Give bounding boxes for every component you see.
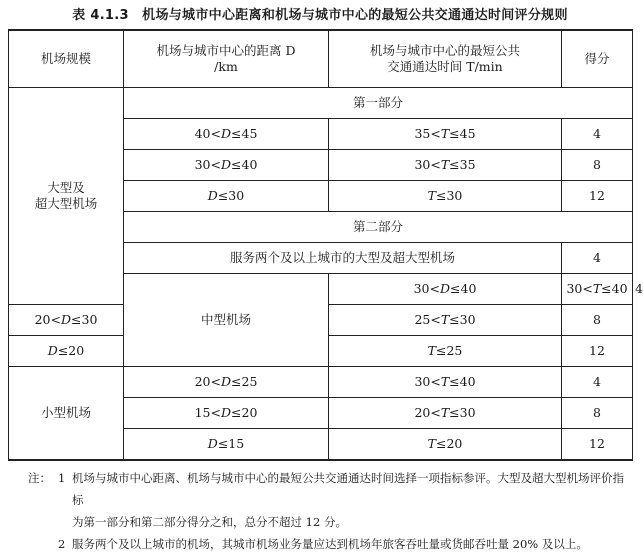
time-cell: T≤30 [329, 181, 562, 212]
distance-cell: 30<D≤40 [124, 150, 329, 181]
distance-cell: D≤15 [124, 429, 329, 461]
distance-cell: 40<D≤45 [124, 119, 329, 150]
header-row [9, 30, 633, 88]
time-cell: 30<T≤35 [329, 150, 562, 181]
time-cell: 30<T≤40 [562, 274, 633, 305]
note-2-number: 2 [58, 537, 66, 551]
header-scale: 机场规模 [9, 30, 124, 88]
header-time [329, 30, 562, 88]
distance-cell: D≤30 [124, 181, 329, 212]
time-cell: 35<T≤45 [329, 119, 562, 150]
scale-large [9, 88, 124, 305]
time-cell: 30<T≤40 [329, 367, 562, 398]
score-cell: 4 [562, 119, 633, 150]
time-cell: 20<T≤30 [329, 398, 562, 429]
notes-lead: 注： [28, 471, 51, 485]
distance-cell: D≤20 [9, 336, 124, 367]
part2-item: 服务两个及以上城市的大型及超大型机场 [124, 243, 562, 274]
note-1-text-line1: 机场与城市中心距离、机场与城市中心的最短公共交通通达时间选择一项指标参评。大型及超大型机场评价指标 [72, 471, 624, 507]
time-cell: 25<T≤30 [329, 305, 562, 336]
table-notes [28, 467, 634, 555]
score-cell: 8 [562, 398, 633, 429]
time-cell: T≤25 [329, 336, 562, 367]
part1-heading: 第一部分 [124, 88, 633, 119]
note-2-spacer [28, 533, 58, 555]
scale-medium: 中型机场 [124, 274, 329, 367]
header-score: 得分 [562, 30, 633, 88]
header-distance-line1: 机场与城市中心的距离 D [156, 43, 296, 58]
table-caption: 表 4.1.3 机场与城市中心距离和机场与城市中心的最短公共交通通达时间评分规则 [72, 8, 568, 23]
time-cell: T≤20 [329, 429, 562, 461]
header-time-line1: 机场与城市中心的最短公共 [369, 43, 520, 58]
header-distance-line2: /km [214, 59, 238, 74]
score-cell: 12 [562, 429, 633, 461]
distance-cell: 30<D≤40 [329, 274, 562, 305]
table-row [9, 88, 633, 119]
distance-cell: 20<D≤30 [9, 305, 124, 336]
note-1-number: 1 [58, 471, 66, 485]
note-2-text: 服务两个及以上城市的机场，其城市机场业务量应达到机场年旅客吞吐量或货邮吞吐量 20% 及以上。 [72, 537, 588, 551]
scoring-table [8, 29, 643, 461]
part2-heading: 第二部分 [124, 212, 633, 243]
score-cell: 12 [562, 336, 633, 367]
scale-large-line1: 大型及 [47, 180, 85, 195]
note-1-text-line2: 为第一部分和第二部分得分之和，总分不超过 12 分。 [72, 515, 347, 529]
header-distance [124, 30, 329, 88]
scale-small: 小型机场 [9, 367, 124, 461]
distance-cell: 20<D≤25 [124, 367, 329, 398]
table-row: 中型机场 30<D≤40 30<T≤40 4 [9, 274, 633, 305]
score-cell: 4 [562, 367, 633, 398]
table-row [9, 367, 633, 398]
score-cell: 4 [562, 243, 633, 274]
header-time-line2: 交通通达时间 T/min [387, 59, 503, 74]
note-1 [28, 467, 634, 511]
score-cell: 12 [562, 181, 633, 212]
score-cell: 8 [562, 150, 633, 181]
score-cell: 8 [562, 305, 633, 336]
distance-cell: 15<D≤20 [124, 398, 329, 429]
scale-large-line2: 超大型机场 [34, 196, 98, 211]
note-2 [28, 533, 634, 555]
